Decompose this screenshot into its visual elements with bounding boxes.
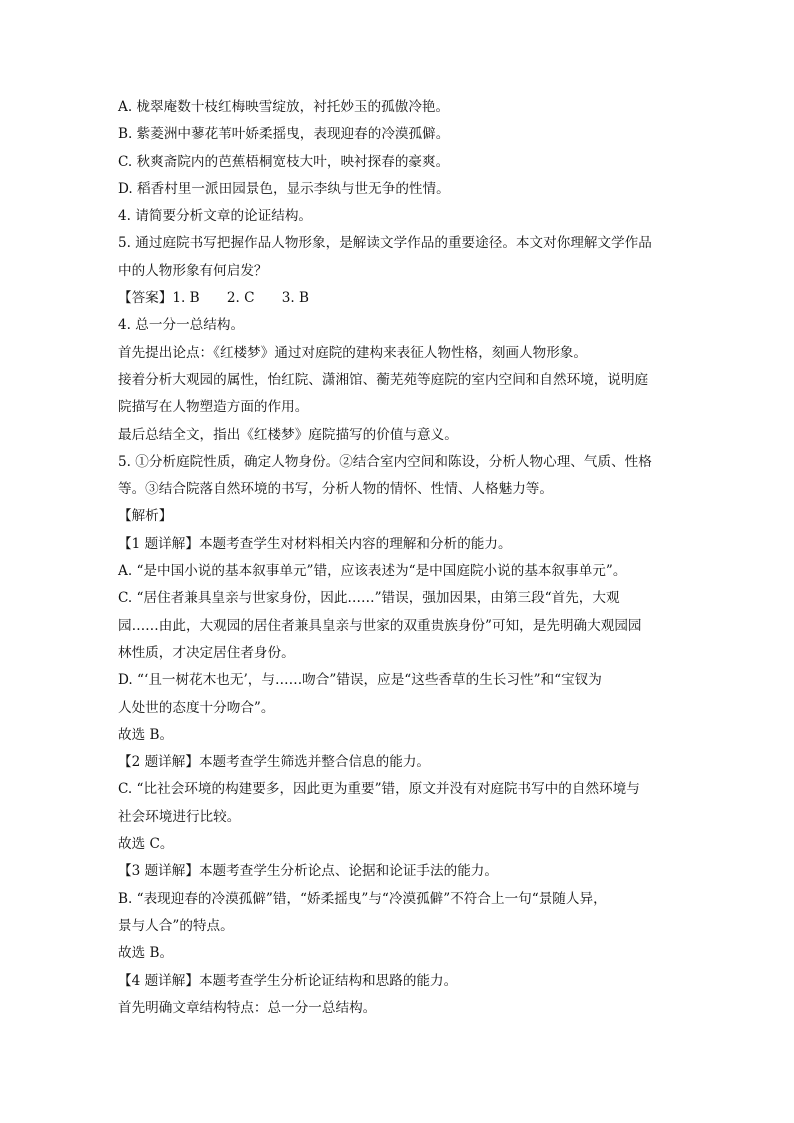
- detail-2-choice: 故选 C。: [118, 836, 174, 853]
- answer-line: 【答案】1. B 2. C 3. B: [118, 290, 310, 307]
- detail-3-option-b-cont: 景与人合”的特点。: [118, 917, 234, 934]
- detail-1-option-c-cont-1: 园……由此，大观园的居住者兼具皇亲与世家的双重贵族身份”可知，是先明确大观园园: [118, 617, 642, 634]
- detail-1-option-a: A. “是中国小说的基本叙事单元”错，应该表述为“是中国庭院小说的基本叙事单元”。: [118, 563, 627, 580]
- option-b-line: B. 紫菱洲中蓼花苇叶娇柔摇曳，表现迎春的冷漠孤僻。: [118, 126, 450, 143]
- analysis-heading: 【解析】: [118, 508, 173, 525]
- answer-4-first-line: 首先提出论点：《红楼梦》通过对庭院的建构来表征人物性格，刻画人物形象。: [118, 344, 587, 361]
- detail-4-heading: 【4 题详解】本题考查学生分析论证结构和思路的能力。: [118, 972, 458, 989]
- detail-3-option-b: B. “表现迎春的冷漠孤僻”错，“娇柔摇曳”与“冷漠孤僻”不符合上一句“景随人异，: [118, 890, 607, 907]
- answer-4-next-continuation: 院描写在人物塑造方面的作用。: [118, 399, 309, 416]
- detail-1-option-c: C. “居住者兼具皇亲与世家身份，因此……”错误，强加因果，由第三段“首先，大观: [118, 590, 620, 607]
- detail-1-option-d: D. “‘且一树花木也无’，与……吻合”错误，应是“这些香草的生长习性”和“宝钗为: [118, 672, 602, 689]
- option-a-line: A. 栊翠庵数十枝红梅映雪绽放，衬托妙玉的孤傲冷艳。: [118, 99, 450, 115]
- question-4-line: 4. 请简要分析文章的论证结构。: [118, 208, 313, 225]
- detail-2-heading: 【2 题详解】本题考查学生筛选并整合信息的能力。: [118, 754, 431, 771]
- option-c-line: C. 秋爽斋院内的芭蕉梧桐宽枝大叶，映衬探春的豪爽。: [118, 153, 450, 170]
- detail-3-choice: 故选 B。: [118, 945, 174, 962]
- detail-4-first-line: 首先明确文章结构特点：总一分一总结构。: [118, 999, 377, 1016]
- answer-4-last-line: 最后总结全文，指出《红楼梦》庭院描写的价值与意义。: [118, 426, 458, 443]
- detail-1-option-d-cont: 人处世的态度十分吻合”。: [118, 699, 275, 716]
- detail-2-option-c: C. “比社会环境的构建要多，因此更为重要”错，原文并没有对庭院书写中的自然环境与: [118, 781, 640, 798]
- answer-5-line: 5. ①分析庭院性质，确定人物身份。②结合室内空间和陈设，分析人物心理、气质、性格: [118, 453, 652, 470]
- option-d-line: D. 稻香村里一派田园景色，显示李纨与世无争的性情。: [118, 180, 450, 197]
- question-5-line: 5. 通过庭院书写把握作品人物形象，是解读文学作品的重要途径。本文对你理解文学作品: [118, 235, 652, 252]
- detail-1-option-c-cont-2: 林性质，才决定居住者身份。: [118, 644, 295, 661]
- detail-1-heading: 【1 题详解】本题考查学生对材料相关内容的理解和分析的能力。: [118, 535, 512, 552]
- detail-3-heading: 【3 题详解】本题考查学生分析论点、论据和论证手法的能力。: [118, 863, 498, 880]
- answer-4-line: 4. 总一分一总结构。: [118, 317, 245, 334]
- detail-1-choice: 故选 B。: [118, 726, 174, 743]
- document-body: [118, 94, 678, 1022]
- question-5-continuation: 中的人物形象有何启发？: [118, 262, 268, 279]
- answer-5-continuation: 等。③结合院落自然环境的书写，分析人物的情怀、性情、人格魅力等。: [118, 481, 553, 498]
- detail-2-option-c-cont: 社会环境进行比较。: [118, 808, 241, 825]
- answer-4-next-line: 接着分析大观园的属性，怡红院、潇湘馆、蘅芜苑等庭院的室内空间和自然环境，说明庭: [118, 371, 649, 388]
